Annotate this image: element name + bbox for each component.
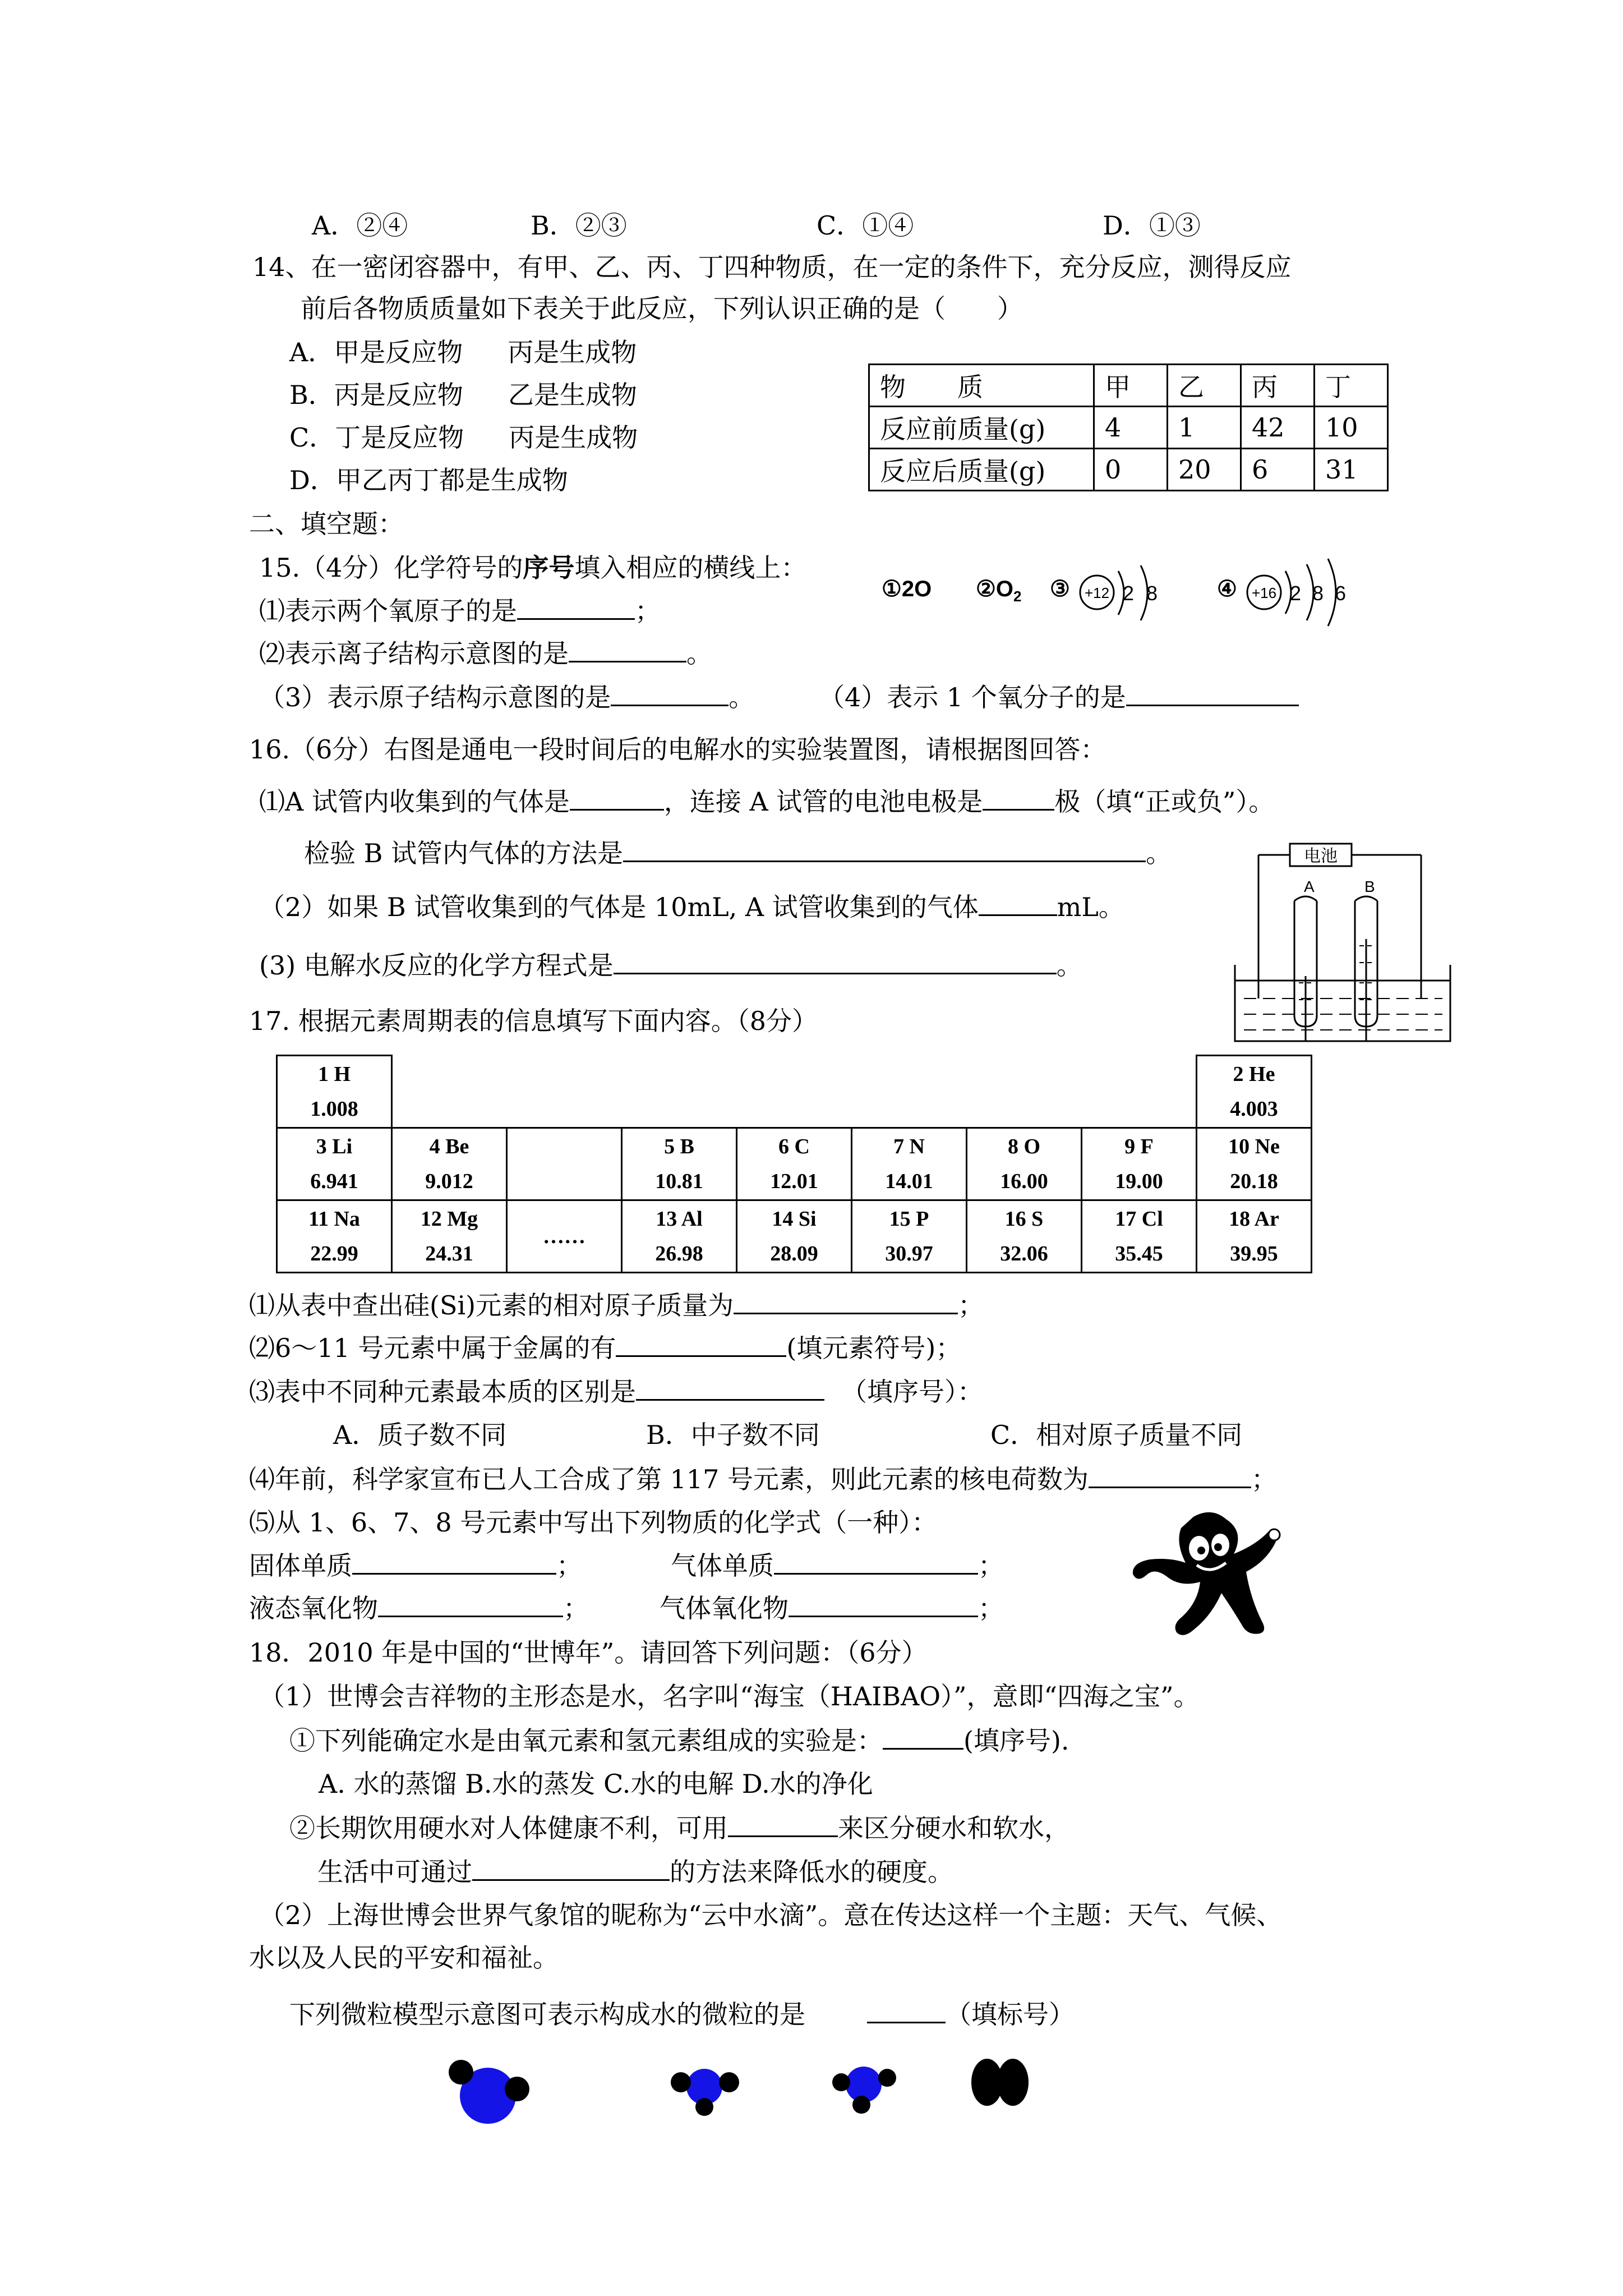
table-cell: 4 [1094,407,1168,449]
answer-blank[interactable] [734,1288,958,1314]
q13-option-a: A．②④ [312,210,408,241]
table-header-cell: 丙 [1241,365,1315,407]
table-header-row [869,365,1388,407]
battery-label: 电池 [1304,846,1338,866]
tube-a-label: A [1304,878,1315,895]
q14-stem-line1: 14、在一密闭容器中，有甲、乙、丙、丁四种物质，在一定的条件下，充分反应，测得反应 [252,252,1292,282]
element-cell-be: 4 Be 9.012 [392,1128,507,1200]
element-cell-s: 16 S 32.06 [967,1200,1082,1273]
answer-blank[interactable] [570,784,664,811]
q16-part-1-check: 检验 B 试管内气体的方法是 。 [304,836,1172,870]
q13-option-d: D．①③ [1103,210,1201,241]
answer-blank[interactable] [616,1331,786,1357]
ellipsis-cell: …… [507,1200,622,1273]
molecule-models [449,2042,1043,2143]
table-header-cell: 甲 [1094,365,1168,407]
element-cell-ar: 18 Ar 39.95 [1197,1200,1312,1273]
q17-liquid-oxide: 液态氧化物 ； [249,1591,589,1625]
q17-part-4: ⑷年前，科学家宣布已人工合成了第 117 号元素，则此元素的核电荷数为 ； [249,1462,1277,1496]
q17-stem: 17. 根据元素周期表的信息填写下面内容。（8分） [249,1006,818,1036]
q14-option-c: C．丁是反应物 丙是生成物 [289,422,638,453]
molecule-model-3 [832,2067,896,2114]
answer-blank[interactable] [1089,1462,1251,1488]
q15-symbol-1: ①2O [882,577,932,601]
table-cell: 20 [1168,449,1241,491]
answer-blank[interactable] [883,1723,963,1750]
q15-symbol-2: $②O_2$ [976,577,1022,605]
q15-ion-structure-diagram [1077,563,1172,625]
haibao-mascot-image [1127,1509,1290,1644]
q15-symbol-3-label: ③ [1050,576,1070,602]
q17-part-1: ⑴从表中查出硅(Si)元素的相对原子质量为 ； [249,1288,984,1322]
q15-part-3: （3）表示原子结构示意图的是 。 [259,680,754,714]
answer-blank[interactable] [517,593,635,620]
answer-blank[interactable] [983,784,1054,811]
q14-option-b: B．丙是反应物 乙是生成物 [289,380,637,410]
nucleus-charge: +16 [1251,585,1277,601]
table-header-cell: 丁 [1315,365,1388,407]
answer-blank[interactable] [979,890,1057,916]
answer-blank[interactable] [789,1591,978,1617]
shell-count: 8 [1146,582,1158,605]
element-cell-p: 15 P 30.97 [852,1200,967,1273]
table-cell: 反应前质量(g) [869,407,1094,449]
table-cell: 1 [1168,407,1241,449]
element-cell-si: 14 Si 28.09 [737,1200,852,1273]
q17-part-3-option-a: A．质子数不同 [333,1420,507,1450]
q18-part-1b: ②长期饮用硬水对人体健康不利，可用 来区分硬水和软水， [289,1811,1070,1845]
section-heading: 二、填空题： [249,509,404,539]
q15-part-1: ⑴表示两个氧原子的是 ； [259,593,661,628]
q13-option-b: B．②③ [531,210,627,241]
answer-blank[interactable] [378,1591,563,1617]
q17-part-3: ⑶表中不同种元素最本质的区别是 （填序号）： [249,1374,983,1409]
q15-atom-structure-diagram [1244,558,1378,627]
answer-blank[interactable] [1126,680,1299,706]
q16-part-1: ⑴A 试管内收集到的气体是 ，连接 A 试管的电池电极是 极（填“正或负”）。 [259,784,1274,818]
q18-part-1a: ①下列能确定水是由氧元素和氢元素组成的实验是： (填序号). [289,1723,1069,1757]
answer-blank[interactable] [623,836,1146,862]
answer-blank[interactable] [728,1811,838,1837]
q18-part-2a: （2）上海世博会世界气象馆的昵称为“云中水滴”。意在传达这样一个主题：天气、气候、 [259,1900,1283,1930]
element-cell-na: 11 Na 22.99 [277,1200,392,1273]
table-row [869,407,1388,449]
q14-option-a: A．甲是反应物 丙是生成物 [289,337,637,367]
q13-option-c: C．①④ [817,210,914,241]
q17-part-2: ⑵6～11 号元素中属于金属的有 (填元素符号)； [249,1331,961,1365]
table-row [869,449,1388,491]
q17-gas-element: 气体单质 ； [671,1548,1004,1582]
q18-part-2c: 下列微粒模型示意图可表示构成水的微粒的是 （填标号） [289,1997,1075,2031]
table-cell: 6 [1241,449,1315,491]
tube-b-label: B [1364,878,1375,895]
element-cell-mg: 12 Mg 24.31 [392,1200,507,1273]
element-cell-ne: 10 Ne 20.18 [1197,1128,1312,1200]
shell-count: 2 [1123,582,1135,605]
table-cell: 反应后质量(g) [869,449,1094,491]
answer-blank[interactable] [636,1374,824,1401]
q15-stem: 15.（4分）化学符号的序号填入相应的横线上： [259,553,807,583]
shell-count: 8 [1312,582,1324,605]
q14-option-d: D．甲乙丙丁都是生成物 [289,465,568,495]
table-header-cell: 物 质 [869,365,1094,407]
q18-part-2b: 水以及人民的平安和福祉。 [249,1943,559,1973]
q15-symbol-4-label: ④ [1217,576,1237,602]
answer-blank[interactable] [472,1855,670,1881]
element-cell-li: 3 Li 6.941 [277,1128,392,1200]
molecule-model-2 [671,2069,739,2116]
answer-blank[interactable] [569,636,686,662]
answer-blank[interactable] [774,1548,978,1575]
element-cell-n: 7 N 14.01 [852,1128,967,1200]
q17-part-3-option-c: C．相对原子质量不同 [990,1420,1243,1450]
table-cell: 31 [1315,449,1388,491]
q18-part-1: （1）世博会吉祥物的主形态是水，名字叫“海宝（HAIBAO）”，意即“四海之宝”。 [259,1681,1200,1711]
shell-count: 2 [1290,582,1302,605]
q16-part-2: （2）如果 B 试管收集到的气体是 10mL, A 试管收集到的气体 mL。 [259,890,1124,924]
q14-reaction-table [868,364,1389,491]
q14-stem-line2: 前后各物质质量如下表关于此反应，下列认识正确的是（ ） [301,293,1023,324]
table-header-cell: 乙 [1168,365,1241,407]
element-cell-he: 2 He 4.003 [1197,1056,1312,1128]
q18-stem: 18．2010 年是中国的“世博年”。请回答下列问题：（6分） [249,1637,928,1668]
q17-part-5: ⑸从 1、6、7、8 号元素中写出下列物质的化学式（一种）： [249,1507,938,1538]
molecule-model-1 [449,2060,529,2124]
q17-solid-element: 固体单质 ； [249,1548,582,1582]
element-cell-b: 5 B 10.81 [622,1128,737,1200]
table-cell: 42 [1241,407,1315,449]
periodic-table [276,1055,1312,1273]
q16-part-3: (3) 电解水反应的化学方程式是 。 [259,948,1082,982]
q17-gas-oxide: 气体氧化物 ； [660,1591,1004,1625]
table-cell: 10 [1315,407,1388,449]
q16-stem: 16.（6分）右图是通电一段时间后的电解水的实验装置图，请根据图回答： [249,734,1106,765]
element-cell-al: 13 Al 26.98 [622,1200,737,1273]
element-cell-o: 8 O 16.00 [967,1128,1082,1200]
nucleus-charge: +12 [1084,585,1110,601]
q15-part-4: （4）表示 1 个氧分子的是 [819,680,1299,714]
electrolysis-apparatus-diagram [1227,836,1463,1049]
answer-blank[interactable] [611,680,728,706]
element-cell-h: 1 H 1.008 [277,1056,392,1128]
q18-part-1c: 生活中可通过 的方法来降低水的硬度。 [317,1855,953,1889]
answer-blank[interactable] [867,1997,946,2023]
answer-blank[interactable] [614,948,1057,974]
q17-part-3-option-b: B．中子数不同 [646,1420,820,1450]
q18-part-1a-options: A. 水的蒸馏 B.水的蒸发 C.水的电解 D.水的净化 [319,1769,873,1799]
q15-part-2: ⑵表示离子结构示意图的是 。 [259,636,712,670]
table-cell: 0 [1094,449,1168,491]
element-cell-cl: 17 Cl 35.45 [1082,1200,1197,1273]
shell-count: 6 [1335,582,1347,605]
element-cell-f: 9 F 19.00 [1082,1128,1197,1200]
answer-blank[interactable] [352,1548,556,1575]
element-cell-c: 6 C 12.01 [737,1128,852,1200]
molecule-model-4 [971,2059,1029,2106]
